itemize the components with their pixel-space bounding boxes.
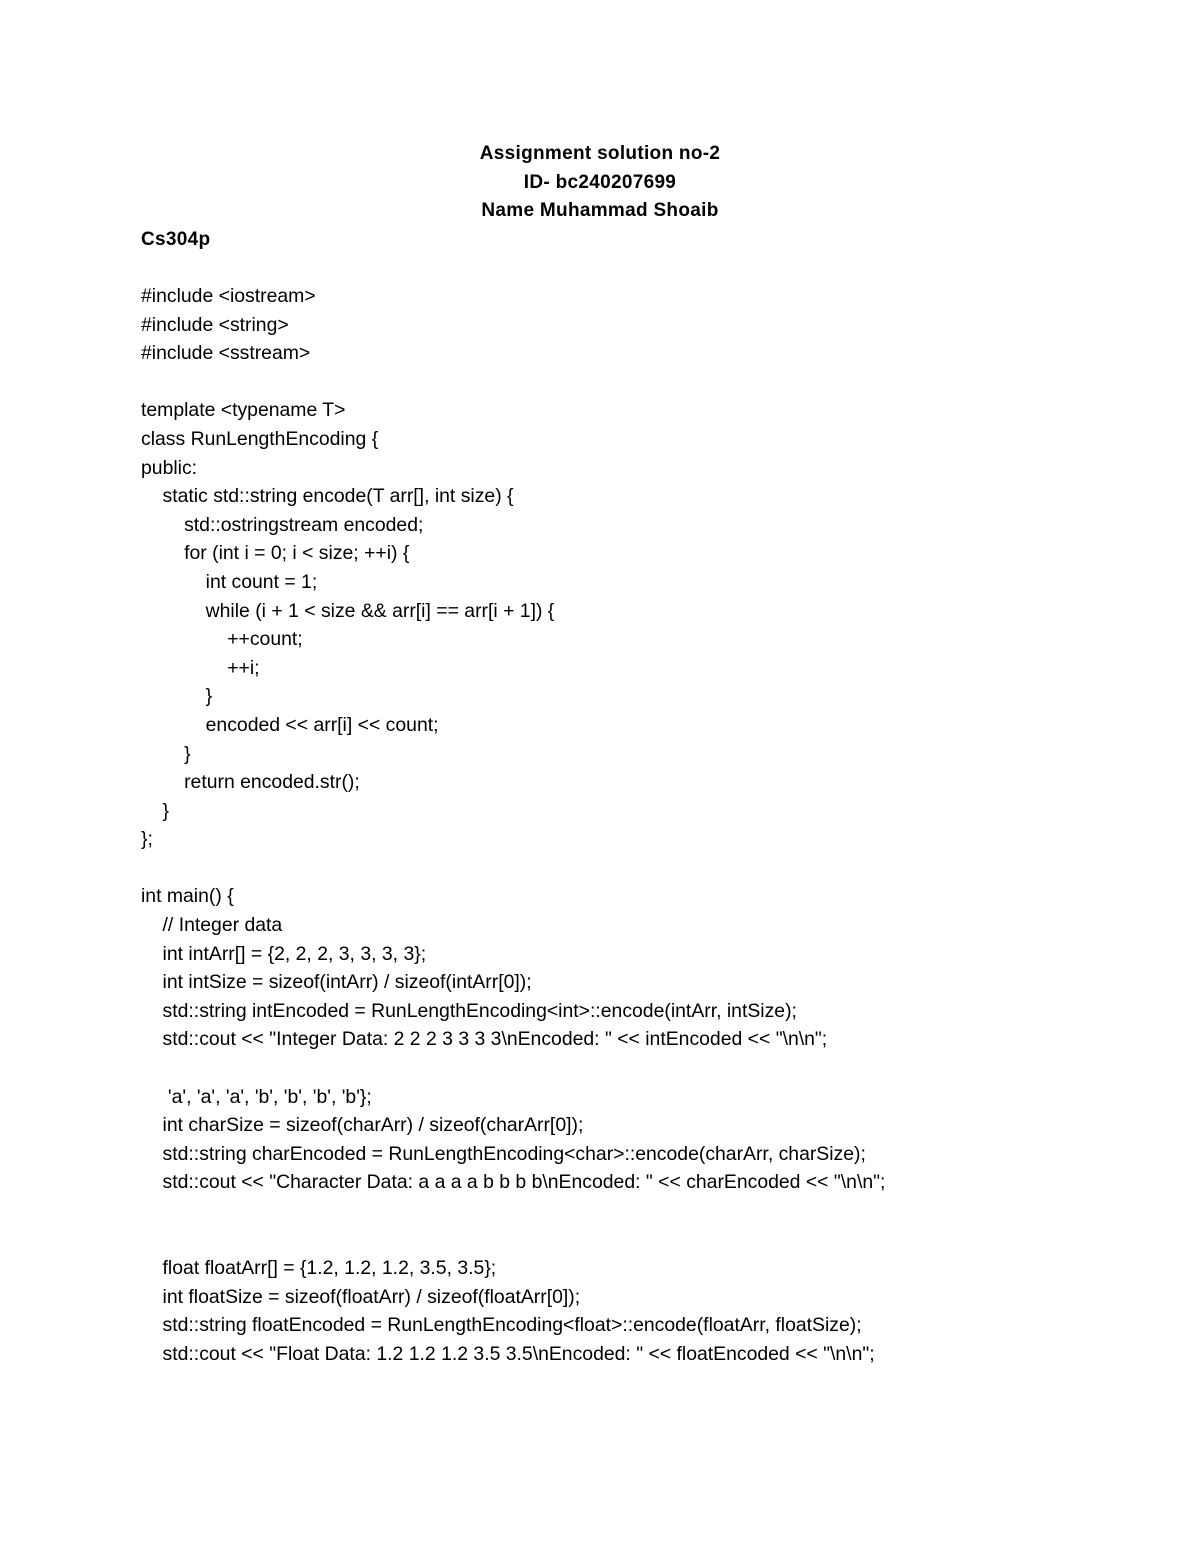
code-line: std::ostringstream encoded; [141, 513, 424, 536]
code-line: int charSize = sizeof(charArr) / sizeof(charArr[0]); [141, 1114, 584, 1137]
code-line: 'a', 'a', 'a', 'b', 'b', 'b', 'b'}; [141, 1085, 372, 1108]
code-line [141, 1197, 885, 1226]
code-line: std::string floatEncoded = RunLengthEncoding<float>::encode(floatArr, floatSize); [141, 1314, 862, 1337]
code-line: public: [141, 456, 198, 479]
code-line: return encoded.str(); [141, 771, 360, 794]
code-block [141, 282, 885, 1369]
code-line: class RunLengthEncoding { [141, 427, 379, 450]
code-line: for (int i = 0; i < size; ++i) { [141, 542, 410, 565]
code-line: } [141, 799, 170, 822]
code-line [141, 1226, 885, 1255]
code-line: std::cout << "Character Data: a a a a b b b b\nEncoded: " << charEncoded << "\n\n"; [141, 1171, 886, 1194]
code-line: int intSize = sizeof(intArr) / sizeof(intArr[0]); [141, 971, 532, 994]
student-id: ID- bc240207699 [523, 171, 677, 193]
code-line: #include <iostream> [141, 285, 316, 307]
code-line: int count = 1; [141, 570, 318, 593]
code-line [141, 368, 885, 397]
code-line: std::string intEncoded = RunLengthEncoding<int>::encode(intArr, intSize); [141, 999, 797, 1022]
assignment-title: Assignment solution no-2 [479, 143, 721, 164]
code-line: } [141, 685, 213, 708]
code-line: std::string charEncoded = RunLengthEncoding<char>::encode(charArr, charSize); [141, 1142, 866, 1165]
code-line: std::cout << "Float Data: 1.2 1.2 1.2 3.5 3.5\nEncoded: " << floatEncoded << "\n\n"; [141, 1342, 875, 1365]
code-line: // Integer data [141, 914, 283, 937]
title-block [0, 140, 1200, 226]
code-line: #include <string> [141, 313, 289, 336]
code-line: static std::string encode(T arr[], int size) { [141, 485, 514, 508]
code-line: std::cout << "Integer Data: 2 2 2 3 3 3 3\nEncoded: " << intEncoded << "\n\n"; [141, 1028, 828, 1051]
code-line: int intArr[] = {2, 2, 2, 3, 3, 3, 3}; [141, 942, 427, 965]
code-line: template <typename T> [141, 399, 346, 422]
student-name: Name Muhammad Shoaib [481, 200, 719, 222]
code-line: int main() { [141, 885, 234, 908]
code-line: float floatArr[] = {1.2, 1.2, 1.2, 3.5, 3.5}; [141, 1257, 497, 1280]
code-line: ++i; [141, 656, 260, 679]
code-line: ++count; [141, 628, 303, 651]
code-line [141, 1054, 885, 1083]
code-line: #include <sstream> [141, 342, 311, 365]
code-line: while (i + 1 < size && arr[i] == arr[i + 1]) { [141, 599, 555, 622]
code-line: }; [141, 828, 153, 851]
code-line: int floatSize = sizeof(floatArr) / sizeof(floatArr[0]); [141, 1285, 581, 1308]
course-code: Cs304p [141, 229, 211, 250]
code-line: encoded << arr[i] << count; [141, 713, 439, 736]
code-line [141, 854, 885, 883]
code-line: } [141, 742, 191, 765]
